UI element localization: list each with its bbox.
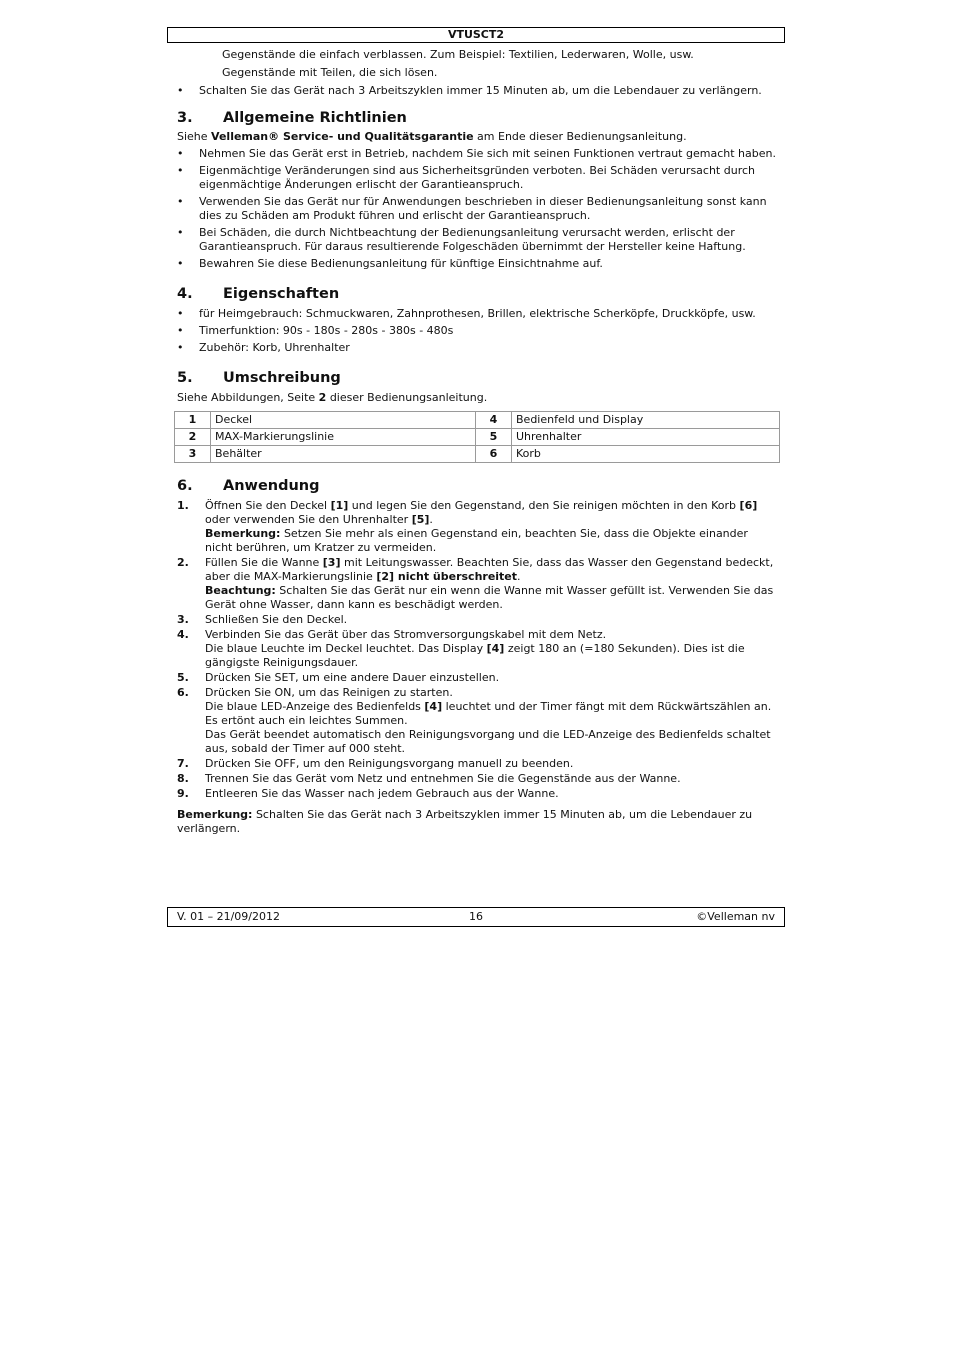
step-number: 9.	[177, 787, 189, 800]
list-item: • Eigenmächtige Veränderungen sind aus Sicherheitsgründen verboten. Bei Schäden verursacht durch eigenmächtige Änderungen erlischt der Garantieanspruch.	[177, 164, 755, 191]
step-item: 8. Trennen Sie das Gerät vom Netz und entnehmen Sie die Gegenstände aus der Wanne.	[177, 772, 681, 785]
table-cell: Bedienfeld und Display	[512, 412, 780, 429]
page-footer	[167, 907, 785, 927]
footer-copyright: ©Velleman nv	[696, 910, 775, 923]
bullet-icon: •	[177, 226, 184, 239]
section-title: Allgemeine Richtlinien	[223, 110, 407, 126]
table-cell: MAX-Markierungslinie	[211, 429, 476, 446]
section-number: 6.	[177, 478, 193, 494]
bullet-icon: •	[177, 257, 184, 270]
table-row	[175, 412, 780, 429]
list-item: • Bewahren Sie diese Bedienungsanleitung für künftige Einsichtnahme auf.	[177, 257, 603, 270]
list-item: • für Heimgebrauch: Schmuckwaren, Zahnprothesen, Brillen, elektrische Scherköpfe, Druckköpfe, usw.	[177, 307, 756, 320]
table-cell: Behälter	[211, 446, 476, 463]
step-number: 5.	[177, 671, 189, 684]
section-3-list	[177, 147, 777, 271]
section-5-heading	[177, 369, 777, 387]
step-item: 3. Schließen Sie den Deckel.	[177, 613, 348, 626]
table-cell: Deckel	[211, 412, 476, 429]
list-item: • Verwenden Sie das Gerät nur für Anwendungen beschrieben in dieser Bedienungsanleitung sonst kann dies zu Schäden am Produkt führen und erlischt der Garantieanspruch.	[177, 195, 767, 222]
table-row	[175, 429, 780, 446]
top-line-1: Gegenstände die einfach verblassen. Zum Beispiel: Textilien, Lederwaren, Wolle, usw.	[222, 48, 694, 61]
top-bullet-list	[177, 84, 777, 98]
section-title: Anwendung	[223, 478, 320, 494]
section-number: 4.	[177, 286, 193, 302]
section-5-intro: Siehe Abbildungen, Seite 2 dieser Bedienungsanleitung.	[177, 391, 488, 404]
step-number: 2.	[177, 556, 189, 569]
table-cell: 6	[476, 446, 512, 463]
table-cell: 1	[175, 412, 211, 429]
table-cell: 4	[476, 412, 512, 429]
steps-list	[177, 499, 777, 801]
bullet-icon: •	[177, 164, 184, 177]
page-header	[167, 27, 785, 43]
step-item: 5. Drücken Sie SET, um eine andere Dauer einzustellen.	[177, 671, 500, 684]
section-number: 5.	[177, 370, 193, 386]
top-line-2: Gegenstände mit Teilen, die sich lösen.	[222, 66, 438, 79]
section-4-list	[177, 307, 777, 355]
section-3-heading	[177, 109, 777, 127]
section-number: 3.	[177, 110, 193, 126]
footer-version: V. 01 – 21/09/2012	[177, 910, 280, 923]
list-item: • Schalten Sie das Gerät nach 3 Arbeitszyklen immer 15 Minuten ab, um die Lebendauer zu verlängern.	[177, 84, 762, 97]
step-number: 6.	[177, 686, 189, 699]
step-number: 8.	[177, 772, 189, 785]
list-item: • Nehmen Sie das Gerät erst in Betrieb, nachdem Sie sich mit seinen Funktionen vertraut gemacht haben.	[177, 147, 776, 160]
final-note: Bemerkung: Schalten Sie das Gerät nach 3 Arbeitszyklen immer 15 Minuten ab, um die Lebendauer zu verlängern.	[177, 808, 753, 835]
bullet-icon: •	[177, 147, 184, 160]
bullet-icon: •	[177, 324, 184, 337]
step-item: 6. Drücken Sie ON, um das Reinigen zu starten. Die blaue LED-Anzeige des Bedienfelds [4] leuchtet und der Timer fängt mit dem Rückwärtszählen an. Es ertönt auch ein leichtes Summen. Das Gerät beendet automatisch den Reinigungsvorgang und die LED-Anzeige des Bedienfelds schaltet aus, sobald der Timer auf 000 steht.	[177, 686, 772, 755]
table-cell: Uhrenhalter	[512, 429, 780, 446]
section-6-heading	[177, 477, 777, 495]
parts-table	[174, 411, 780, 463]
step-item: 7. Drücken Sie OFF, um den Reinigungsvorgang manuell zu beenden.	[177, 757, 574, 770]
list-item: • Timerfunktion: 90s - 180s - 280s - 380s - 480s	[177, 324, 454, 337]
step-item: 4. Verbinden Sie das Gerät über das Stromversorgungskabel mit dem Netz. Die blaue Leuchte im Deckel leuchtet. Das Display [4] zeigt 180 an (=180 Sekunden). Dies ist die gängigste Reinigungsdauer.	[177, 628, 745, 669]
footer-page-number: 16	[469, 910, 483, 923]
bullet-icon: •	[177, 84, 184, 97]
bullet-icon: •	[177, 307, 184, 320]
table-cell: 3	[175, 446, 211, 463]
table-cell: 2	[175, 429, 211, 446]
step-number: 7.	[177, 757, 189, 770]
step-number: 1.	[177, 499, 189, 512]
section-title: Umschreibung	[223, 370, 341, 386]
header-title: VTUSCT2	[447, 28, 505, 41]
page-content	[177, 48, 777, 836]
step-item: 9. Entleeren Sie das Wasser nach jedem Gebrauch aus der Wanne.	[177, 787, 559, 800]
step-number: 4.	[177, 628, 189, 641]
list-item: • Zubehör: Korb, Uhrenhalter	[177, 341, 350, 354]
table-cell: Korb	[512, 446, 780, 463]
section-title: Eigenschaften	[223, 286, 340, 302]
list-item: • Bei Schäden, die durch Nichtbeachtung der Bedienungsanleitung verursacht werden, erlischt der Garantieanspruch. Für daraus resultierende Folgeschäden übernimmt der Hersteller keine Haftung.	[177, 226, 746, 253]
bullet-icon: •	[177, 195, 184, 208]
step-number: 3.	[177, 613, 189, 626]
table-row	[175, 446, 780, 463]
step-item: 2. Füllen Sie die Wanne [3] mit Leitungswasser. Beachten Sie, dass das Wasser den Gegenstand bedeckt, aber die MAX-Markierungslinie [2] nicht überschreitet. Beachtung: Schalten Sie das Gerät nur ein wenn die Wanne mit Wasser gefüllt ist. Verwenden Sie das Gerät ohne Wasser, dann kann es beschädigt werden.	[177, 556, 774, 611]
table-cell: 5	[476, 429, 512, 446]
step-item: 1. Öffnen Sie den Deckel [1] und legen Sie den Gegenstand, den Sie reinigen möchten in den Korb [6] oder verwenden Sie den Uhrenhalter [5]. Bemerkung: Setzen Sie mehr als einen Gegenstand ein, beachten Sie, dass die Objekte einander nicht berühren, um Kratzer zu vermeiden.	[177, 499, 758, 554]
section-3-intro: Siehe Velleman® Service- und Qualitätsgarantie am Ende dieser Bedienungsanleitung.	[177, 130, 687, 143]
bullet-icon: •	[177, 341, 184, 354]
section-4-heading	[177, 285, 777, 303]
